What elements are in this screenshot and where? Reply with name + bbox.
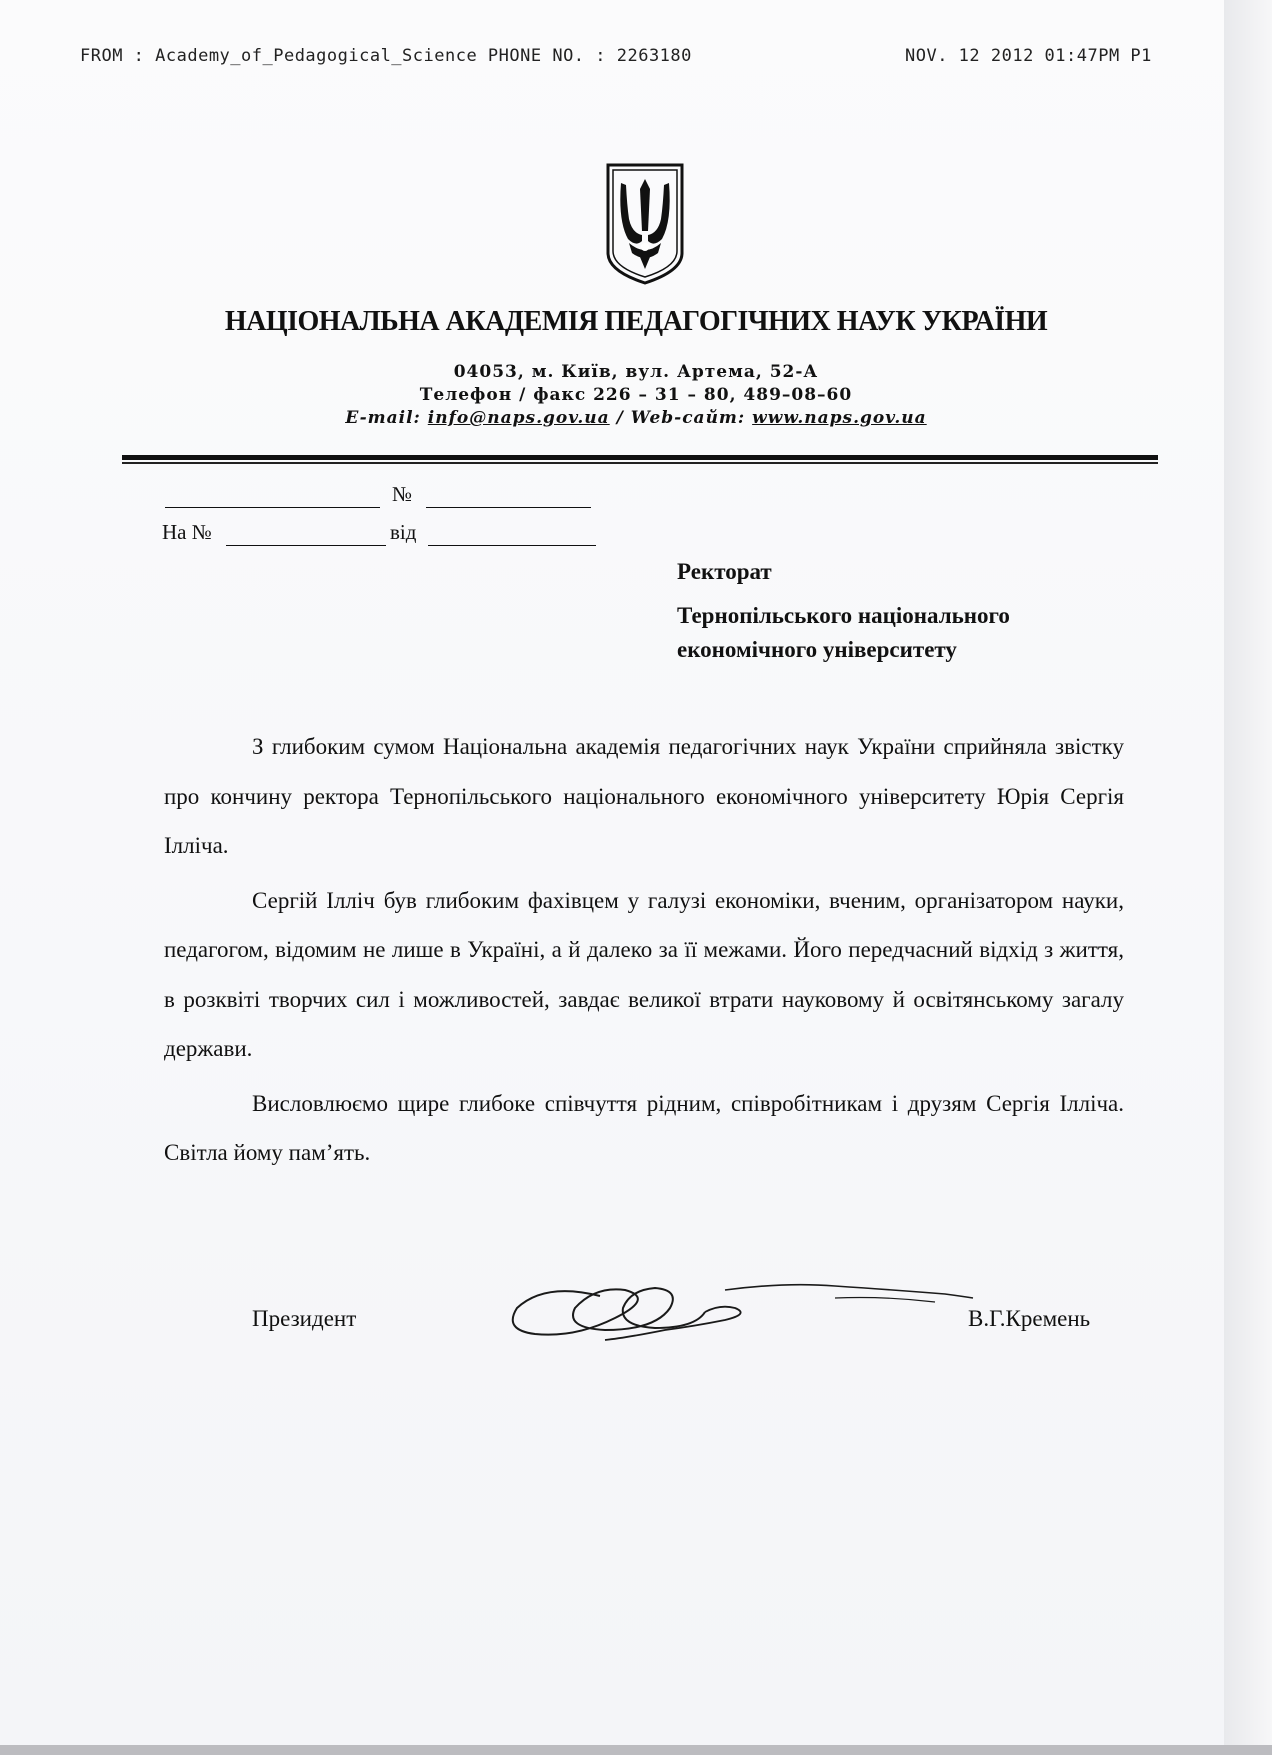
email-link[interactable]: info@naps.gov.ua <box>427 408 610 428</box>
number-sign: № <box>392 482 413 506</box>
organization-contacts <box>0 408 1272 428</box>
web-label: / Web-сайт: <box>616 408 746 428</box>
letter-body <box>164 722 1124 1178</box>
organization-address: 04053, м. Київ, вул. Артема, 52-А <box>453 362 819 382</box>
letterhead-divider <box>122 455 1158 460</box>
body-paragraph-1: З глибоким сумом Національна академія педагогічних наук України сприйняла звістку про кончину ректора Тернопільського національного економічного університету Юрія Сергія Ілліча. <box>164 734 1124 858</box>
email-label: E-mail: <box>345 408 421 428</box>
organization-phone: Телефон / факс 226 – 31 – 80, 489–08–60 <box>419 385 853 405</box>
body-paragraph-2: Сергій Ілліч був глибоким фахівцем у галузі економіки, вченим, організатором науки, педагогом, відомим не лише в Україні, а й далеко за її межами. Його передчасний відхід з життя, в розквіті творчих сил і можливостей, завдає великої втрати науковому й освітянському загалу держави. <box>164 887 1124 1061</box>
signatory-name: В.Г.Кремень <box>968 1306 1091 1331</box>
fax-header-timestamp: NOV. 12 2012 01:47PM P1 <box>905 46 1152 66</box>
reply-date-label: від <box>390 520 417 544</box>
reply-date-line <box>428 545 596 546</box>
reply-number-line <box>226 545 386 546</box>
reply-number-label: На № <box>162 520 212 544</box>
body-paragraph-3: Висловлюємо щире глибоке співчуття рідним, співробітникам і друзям Сергія Ілліча. Світла йому пам’ять. <box>164 1090 1124 1165</box>
fax-header-sender: FROM : Academy_of_Pedagogical_Science PHONE NO. : 2263180 <box>80 46 692 66</box>
scan-bottom-edge <box>0 1745 1272 1755</box>
recipient-line-3: економічного університету <box>677 637 957 662</box>
signatory-role: Президент <box>252 1306 357 1331</box>
recipient-line-1: Ректорат <box>677 559 772 584</box>
recipient-line-2: Тернопільського національного <box>677 603 1010 628</box>
handwritten-signature <box>505 1268 975 1348</box>
outgoing-date-line <box>165 507 380 508</box>
outgoing-number-line <box>426 507 591 508</box>
trident-coat-of-arms-icon <box>604 161 686 287</box>
letterhead-divider-thin <box>122 462 1158 464</box>
website-link[interactable]: www.naps.gov.ua <box>752 408 927 428</box>
scan-edge <box>1224 0 1272 1755</box>
organization-title: НАЦІОНАЛЬНА АКАДЕМІЯ ПЕДАГОГІЧНИХ НАУК УКРАЇНИ <box>224 306 1048 337</box>
